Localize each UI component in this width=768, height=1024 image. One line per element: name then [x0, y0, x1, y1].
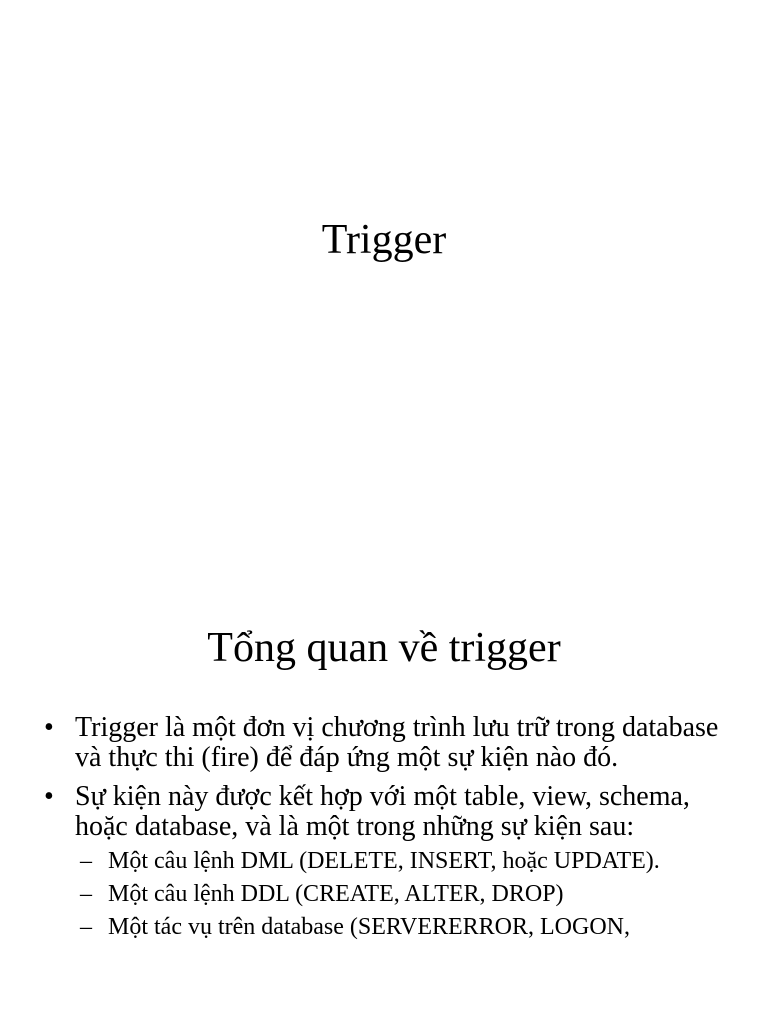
sub-bullet-item [80, 881, 734, 908]
sub-bullet-text: Một câu lệnh DML (DELETE, INSERT, hoặc UPDATE). [108, 848, 660, 874]
sub-bullet-text: Một câu lệnh DDL (CREATE, ALTER, DROP) [108, 881, 564, 907]
sub-bullet-item [80, 914, 734, 941]
slide-overview [0, 576, 768, 1024]
dash-glyph: – [80, 914, 92, 940]
bullet-text: Trigger là một đơn vị chương trình lưu trữ trong database và thực thi (fire) để đáp ứng một sự kiện nào đó. [75, 712, 719, 773]
bullet-text: Sự kiện này được kết hợp với một table, view, schema, hoặc database, và là một trong những sự kiện sau: [75, 781, 690, 842]
bullet-list [44, 713, 734, 950]
sub-bullet-list [80, 848, 734, 941]
dash-glyph: – [80, 881, 92, 907]
bullet-item [44, 782, 734, 941]
slide-title: Tổng quan về trigger [207, 625, 561, 671]
dash-glyph: – [80, 848, 92, 874]
bullet-glyph: • [44, 781, 54, 812]
bullet-item [44, 713, 734, 773]
sub-bullet-item [80, 848, 734, 875]
bullet-glyph: • [44, 712, 54, 743]
slide-title: Trigger [321, 217, 447, 263]
sub-bullet-text: Một tác vụ trên database (SERVERERROR, LOGON, [108, 914, 630, 940]
